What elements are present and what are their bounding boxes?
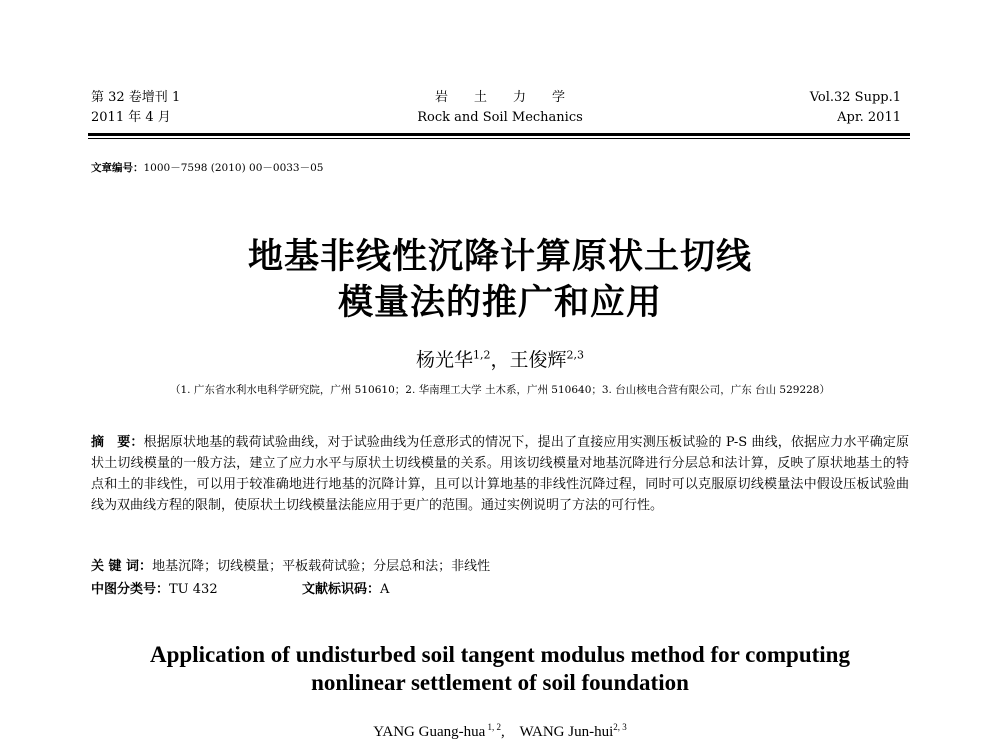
abstract-cn [91,432,909,516]
author2-cn-affil: 2,3 [566,348,585,362]
article-number-label: 文章编号： [91,162,144,174]
author2-cn: 王俊辉 [509,349,567,371]
header-rule-thick [88,133,910,136]
header-right [810,88,901,128]
journal-title-cn: 岩土力学 [434,90,591,105]
title-en-line2: nonlinear settlement of soil foundation [311,670,689,695]
header-left [91,88,180,128]
author1-en-affil: 1, 2 [485,722,502,732]
keywords-text: 地基沉降；切线模量；平板载荷试验；分层总和法；非线性 [152,559,491,574]
keywords-label: 关 键 词： [91,559,153,574]
author1-cn: 杨光华 [415,349,473,371]
volume-cn: 第 32 卷增刊 1 [91,90,181,105]
title-cn [100,234,900,326]
author1-en: YANG Guang-hua [373,724,486,740]
title-cn-line2: 模量法的推广和应用 [337,283,662,323]
journal-title-en: Rock and Soil Mechanics [417,110,583,125]
authors-cn [0,345,1000,372]
classification-value: TU 432 [169,582,218,597]
title-en-line1: Application of undisturbed soil tangent modulus method for computing [150,642,850,667]
document-code [302,578,389,597]
volume-en: Vol.32 Supp.1 [809,90,901,105]
author2-en: WANG Jun-hui [519,724,614,740]
abstract-text: 根据原状地基的载荷试验曲线，对于试验曲线为任意形式的情况下，提出了直接应用实测压板试验的 P-S 曲线，依据应力水平确定原状土切线模量的一般方法，建立了应力水平与原状土切线模量的关系。用该切线模量对地基沉降进行分层总和法计算，反映了原状地基土的特点和土的非线性，可以用于较准确地进行地基的沉降计算，且可以计算地基的非线性沉降过程，同时可以克服原切线模量法中假设压板试验曲线为双曲线方程的限制，使原状土切线模量法能应用于更广的范围。通过实例说明了方法的可行性。 [91,435,909,513]
abstract-label: 摘 要： [91,435,144,450]
author-separator-en: , [501,724,520,740]
header-rule-thin [88,138,910,139]
title-en [100,641,900,697]
document-code-label: 文献标识码： [302,582,381,597]
date-en: Apr. 2011 [837,110,901,125]
document-code-value: A [380,582,390,597]
keywords-cn [91,555,490,574]
header-center [340,88,660,128]
article-number [91,160,323,175]
title-cn-line1: 地基非线性沉降计算原状土切线 [247,237,752,277]
authors-en [0,722,1000,741]
affiliations-cn: （1. 广东省水利水电科学研究院，广州 510610；2. 华南理工大学 土木系，广州 510640；3. 台山核电合营有限公司，广东 台山 529228） [169,384,830,396]
classification-number [91,578,218,597]
article-number-value: 1000－7598 (2010) 00－0033－05 [143,162,324,174]
classification-label: 中图分类号： [91,582,170,597]
author1-cn-affil: 1,2 [472,348,491,362]
author-separator-cn: ， [490,349,510,371]
author2-en-affil: 2, 3 [613,722,627,732]
date-cn: 2011 年 4 月 [91,110,171,125]
